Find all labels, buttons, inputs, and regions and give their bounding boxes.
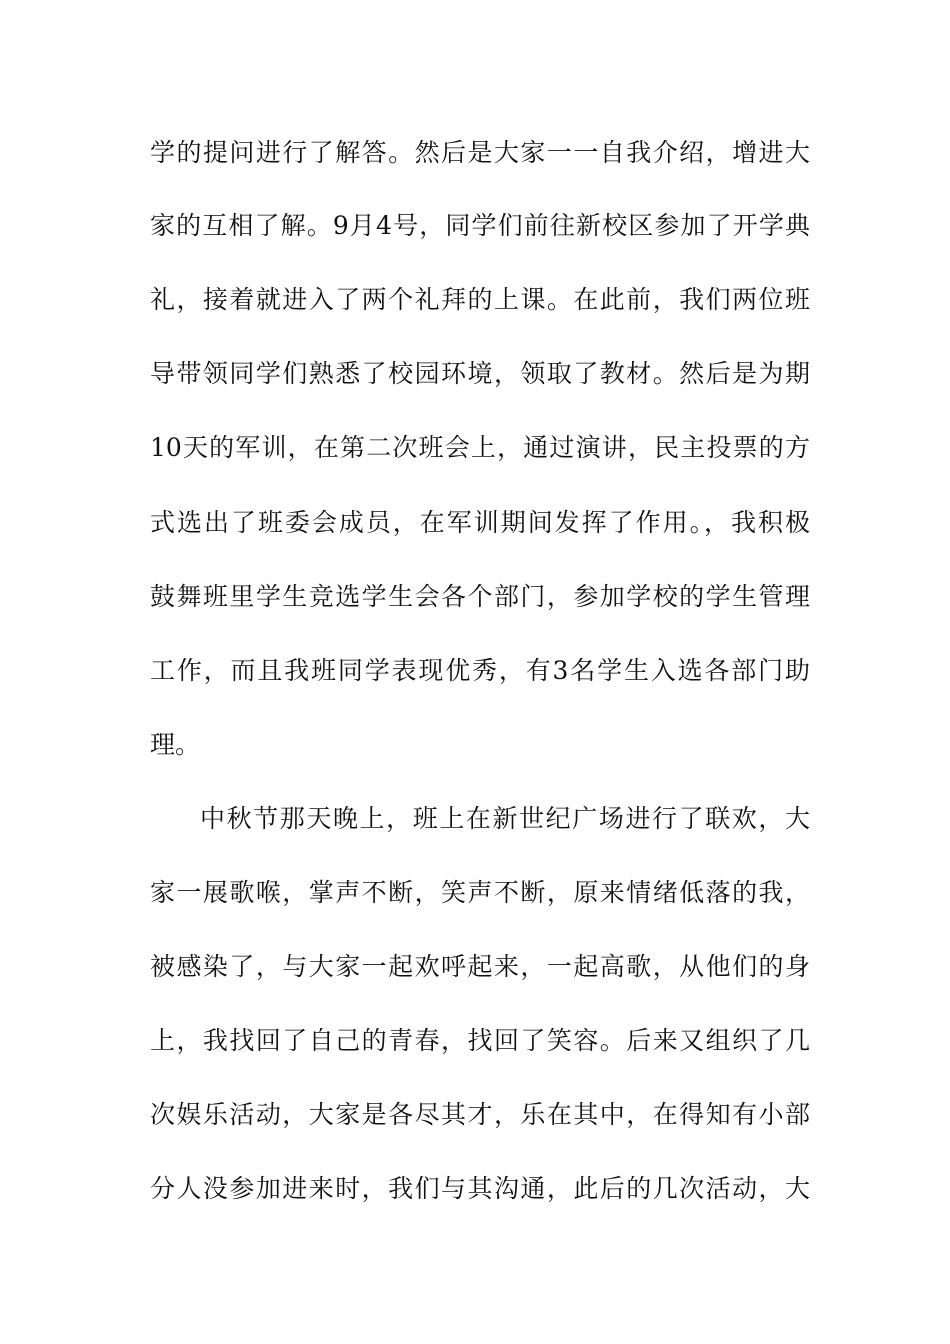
- text-line: 礼，接着就进入了两个礼拜的上课。在此前，我们两位班: [150, 285, 810, 314]
- text-line: 导带领同学们熟悉了校园环境，领取了教材。然后是为期: [150, 359, 810, 388]
- text-line: 分人没参加进来时，我们与其沟通，此后的几次活动，大: [150, 1174, 810, 1203]
- text-line: 次娱乐活动，大家是各尽其才，乐在其中，在得知有小部: [150, 1100, 810, 1129]
- text-line: 学的提问进行了解答。然后是大家一一自我介绍，增进大: [150, 138, 810, 167]
- text-line: 工作，而且我班同学表现优秀，有3名学生入选各部门助: [150, 656, 810, 685]
- text-line: 家一展歌喉，掌声不断，笑声不断，原来情绪低落的我，: [150, 878, 810, 907]
- text-line: 理。: [150, 730, 201, 759]
- text-line: 式选出了班委会成员，在军训期间发挥了作用。，我积极: [150, 508, 810, 537]
- text-line: 上，我找回了自己的青春，找回了笑容。后来又组织了几: [150, 1026, 810, 1055]
- text-line: 中秋节那天晚上，班上在新世纪广场进行了联欢，大: [200, 804, 810, 833]
- text-line: 10天的军训，在第二次班会上，通过演讲，民主投票的方: [150, 433, 810, 462]
- text-line: 鼓舞班里学生竞选学生会各个部门，参加学校的学生管理: [150, 582, 810, 611]
- text-line: 被感染了，与大家一起欢呼起来，一起高歌，从他们的身: [150, 952, 810, 981]
- text-line: 家的互相了解。9月4号，同学们前往新校区参加了开学典: [150, 211, 810, 240]
